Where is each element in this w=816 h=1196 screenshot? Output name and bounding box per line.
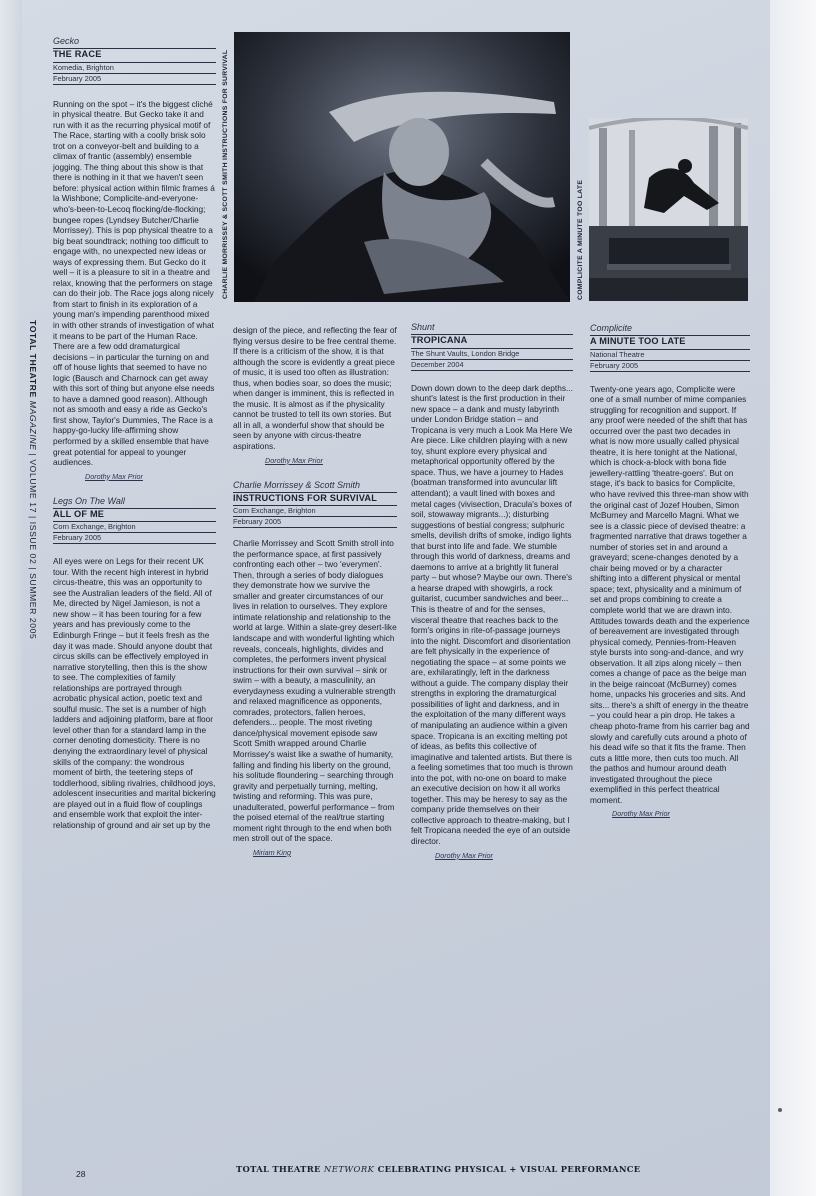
legs-venue: Corn Exchange, Brighton bbox=[53, 522, 216, 533]
legs-byline: Dorothy Max Prior bbox=[265, 455, 323, 465]
race-heading bbox=[53, 36, 216, 85]
tropicana-venue: The Shunt Vaults, London Bridge bbox=[411, 349, 573, 360]
race-byline: Dorothy Max Prior bbox=[85, 471, 143, 481]
minute-body: Twenty-one years ago, Complicite were one of a small number of mime companies struggling for recognition and support. If any proof were needed of the shift that has occurred over the past two decades in what is now more usually called physical theatre, it is here tonight at the National, which is chock-a-block with bona fide jewellery-rattling 'theatre-goers'. But on stage, it's back to basics for Complicite, who have revived this three-man show with the original cast of Jozef Houben, Simon McBurney and Marcello Magni. What we see is a classic piece of devised theatre: a fragmented narrative that draws together a number of stories set in and around a graveyard; scene-changes denoted by a chair being moved or by a character shifting into a different physical or mental space; text, physicality and a minimum of set and props combining to create a complete world that we are drawn into. Attitudes towards death and the experience of bereavement are investigated through physical comedy, Pennies-from-Heaven style bursts into song-and-dance, and wry observation. It all zips along nicely – then comes a change of pace as the beige man in the beige raincoat (McBurney) comes home, unpacks his groceries and sits. And sits... there's a shift of energy in the theatre – you could hear a pin drop. He takes a cheap photo-frame from his carrier bag and slowly and carefully cuts around a photo of his dead wife so that it fits the frame. Then cuts a little more, then cuts too much. All the pathos and humour around death investigated throughout the piece exemplified in this perfect theatrical moment. bbox=[590, 383, 750, 805]
minute-date: February 2005 bbox=[590, 361, 750, 372]
spine-issue: ISSUE 02 bbox=[28, 521, 38, 565]
spine-magazine-word: MAGAZINE bbox=[28, 400, 38, 451]
survival-date: February 2005 bbox=[233, 517, 397, 528]
legs-company: Legs On The Wall bbox=[53, 496, 216, 509]
photo-a-minute-too-late bbox=[589, 118, 748, 301]
tropicana-heading bbox=[411, 322, 573, 371]
footer-network: NETWORK bbox=[323, 1164, 375, 1174]
tropicana-date: December 2004 bbox=[411, 360, 573, 371]
legs-title: ALL OF ME bbox=[53, 509, 216, 523]
survival-title: INSTRUCTIONS FOR SURVIVAL bbox=[233, 493, 397, 507]
scan-edge bbox=[770, 0, 816, 1196]
column-1 bbox=[53, 36, 216, 830]
spine-volume: VOLUME 17 bbox=[28, 459, 38, 513]
minute-title: A MINUTE TOO LATE bbox=[590, 336, 750, 350]
survival-company: Charlie Morrissey & Scott Smith bbox=[233, 480, 397, 493]
footer-tagline: CELEBRATING PHYSICAL + VISUAL PERFORMANCE bbox=[377, 1164, 641, 1174]
tropicana-body: Down down down to the deep dark depths... shunt's latest is the first production in their new space – a dank and musty labyrinth under London Bridge station – and Tropicana is very much a Look Ma Here We Are piece. Like children playing with a new toy, shunt explore every physical and metaphorical opportunity offered by the space. Thus, we have a journey to Hades (boatman transformed into avuncular lift attendant); a vault lined with boxes and metal cages (vivisection, Dracula's boxes of soil, stowaway migrants...); disturbing suggestions of bestial congress; sulphuric smells, devilish drifts of smoke, indigo lights that burst into life and fade. We stumble through this world of darkness, dreams and daemons to arrive at a brightly lit funeral party – but whose? Maybe our own. There's a hearse draped with showgirls, a rock guitarist, cucumber sandwiches and beer... bbox=[411, 382, 573, 604]
left-gutter bbox=[0, 0, 22, 1196]
photo-instructions-for-survival bbox=[234, 32, 570, 302]
legs-body: All eyes were on Legs for their recent UK tour. With the recent high interest in hybrid circus-theatre, this was an opportunity to see the Australian leaders of the field. All of Me, directed by Nigel Jamieson, is not a new show – it has been touring for a few years and has previously come to the Edinburgh Fringe – but it feels fresh as the day it was made. Should anyone doubt that circus skills can be effectively employed in narrative storytelling, then this is the show to see. The complexities of family relationships are portrayed through acrobatic physical action, poetic text and soulful music. The set is a number of high ladders and adjoining platform, bare at floor level other than for a standard lamp in the corner denoting domesticity. There is no denying the extraordinary level of physical skills of the company: the wondrous moment of birth, the teetering steps of toddlerhood, sibling rivalries, childhood joys, adolescent insecurities and marital bickering are played out in a fluid flow of couplings and ensemble work that exploit the inter-relationship of ground and air set up by the bbox=[53, 556, 216, 830]
tropicana-title: TROPICANA bbox=[411, 335, 573, 349]
photo2-caption: COMPLICITE A MINUTE TOO LATE bbox=[577, 179, 584, 300]
column-4 bbox=[590, 323, 750, 833]
survival-body: Charlie Morrissey and Scott Smith stroll into the performance space, at first passively confronting each other – two 'everymen'. Then, through a series of body dialogues they demonstrate how we survive the smaller and greater circumstances of our lives in relation to ourselves. They explore intimate relationship and relationship to the world at large. Within a slate-grey desert-like landscape and with wonderful lighting which reveals, conceals, highlights, divides and completes, the performers invent physical instructions for their own survival – sink or swim – with a beauty, a masculinity, an everydayness exuding a vulnerable strength and relaxed magnificence as opponents, comrades, protectors, fallen heroes, defenders... people. The most riveting dance/physical movement episode saw Scott Smith wrapped around Charlie Morrissey's waist like a swathe of humanity, falling and finding his liberty on the ground, his solitude floundering – searching through gravity and perpetually turning, melting, twisting and reforming. This was pure, unadulterated, powerful performance – from the poised eternal of the real/true starting moment right through to the end when both men stroll out of the space. bbox=[233, 538, 397, 844]
legs-heading bbox=[53, 496, 216, 545]
tropicana-body-2: This is theatre of and for the senses, visceral theatre that reaches back to the form's origins in rite-of-passage journeys into the night. Discomfort and disorientation are felt physically in the experience of negotiating the space – at some points we are, exhilaratingly, left in the darkness without a guide. The company display their strengths in exploring the dramaturgical possibilities of light and darkness, and in the exploitation of the many different ways of manipulating an audience within a given space. Tropicana is an exciting melting pot of ideas, as befits this collective of imaginative and talented artists. But there is a feeling sometimes that too much is thrown into the pot, with no-one on board to make an executive decision on how it all works together. This may be heresy to say as the company pride themselves on their collective approach to theatre-making, but I felt Tropicana needed the eye of an outside director. bbox=[411, 603, 573, 847]
column-3 bbox=[411, 322, 573, 875]
minute-heading bbox=[590, 323, 750, 372]
minute-byline: Dorothy Max Prior bbox=[612, 809, 670, 819]
spine-magazine: TOTAL THEATRE bbox=[28, 320, 38, 398]
tropicana-company: Shunt bbox=[411, 322, 573, 335]
race-title: THE RACE bbox=[53, 49, 216, 63]
legs-date: February 2005 bbox=[53, 533, 216, 544]
race-date: February 2005 bbox=[53, 74, 216, 85]
footer-brand: TOTAL THEATRE bbox=[236, 1164, 321, 1174]
survival-byline: Miriam King bbox=[253, 847, 291, 857]
dancers-image bbox=[234, 32, 570, 302]
photo1-caption: CHARLIE MORRISSEY & SCOTT SMITH INSTRUCTIONS FOR SURVIVAL bbox=[222, 49, 229, 299]
survival-heading bbox=[233, 480, 397, 529]
race-venue: Komedia, Brighton bbox=[53, 63, 216, 74]
spine-masthead: TOTAL THEATRE MAGAZINE | VOLUME 17 | ISSUE 02 | SUMMER 2005 bbox=[28, 320, 38, 640]
page-number: 28 bbox=[76, 1169, 86, 1179]
spine-season: SUMMER 2005 bbox=[28, 573, 38, 640]
survival-venue: Corn Exchange, Brighton bbox=[233, 506, 397, 517]
column-2 bbox=[233, 325, 397, 872]
scan-speck bbox=[778, 1108, 782, 1112]
minute-company: Complicite bbox=[590, 323, 750, 336]
legs-body-cont: design of the piece, and reflecting the fear of flying versus desire to be free central theme. If there is a criticism of the show, it is that although the score is evidently a great piece of music, it is used too often as illustration: thus, when bodies soar, so does the music; when danger is imminent, this is reflected in the music. It is almost as if the physicality cannot be trusted to tell its own stories. But all in all, a wonderful show that should be seen by anyone with circus-theatre aspirations. bbox=[233, 325, 397, 452]
footer-banner bbox=[236, 1164, 640, 1174]
tropicana-byline: Dorothy Max Prior bbox=[435, 850, 493, 860]
complicite-image bbox=[589, 118, 748, 301]
race-body: Running on the spot – it's the biggest cliché in physical theatre. But Gecko take it and run with it as the recurring physical motif of The Race, starting with a coolly brisk solo trot on a conveyor-belt and building to a climax of frantic (assembly) ensemble jogging. The thing about this show is that there is nothing in it that we haven't seen before: physical action within filmic frames á la Wishbone; Complicite-and-everyone-who's-been-to-Lecoq flocking/de-flocking; bungee ropes (Lyndsey Butcher/Charlie Morrissey). This is pop physical theatre to a big beat soundtrack; nothing too difficult to engage with, no unexpected new ideas or ways of expressing them. But Gecko do it well – it is a pleasure to sit in a theatre and relax, knowing that the performers on stage can do their job. The Race jogs along nicely from start to finish in its exploration of a young man's impending parenthood mixed in with other strands of investigation of what it means to be part of the Human Race. There are a few odd dramaturgical decisions – in particular the turning on and off of house lights that seemed to have no logic (Bausch and Charnock can get away with this sort of thing but anyone else needs to have a damned good reason). Although not as smooth and easy a ride as Gecko's first show, Taylor's Dummies, The Race is a happy-go-lucky life-affirming show performed by a skilled ensemble that have great potential for appeal to younger audiences. bbox=[53, 98, 215, 468]
minute-venue: National Theatre bbox=[590, 350, 750, 361]
race-company: Gecko bbox=[53, 36, 216, 49]
